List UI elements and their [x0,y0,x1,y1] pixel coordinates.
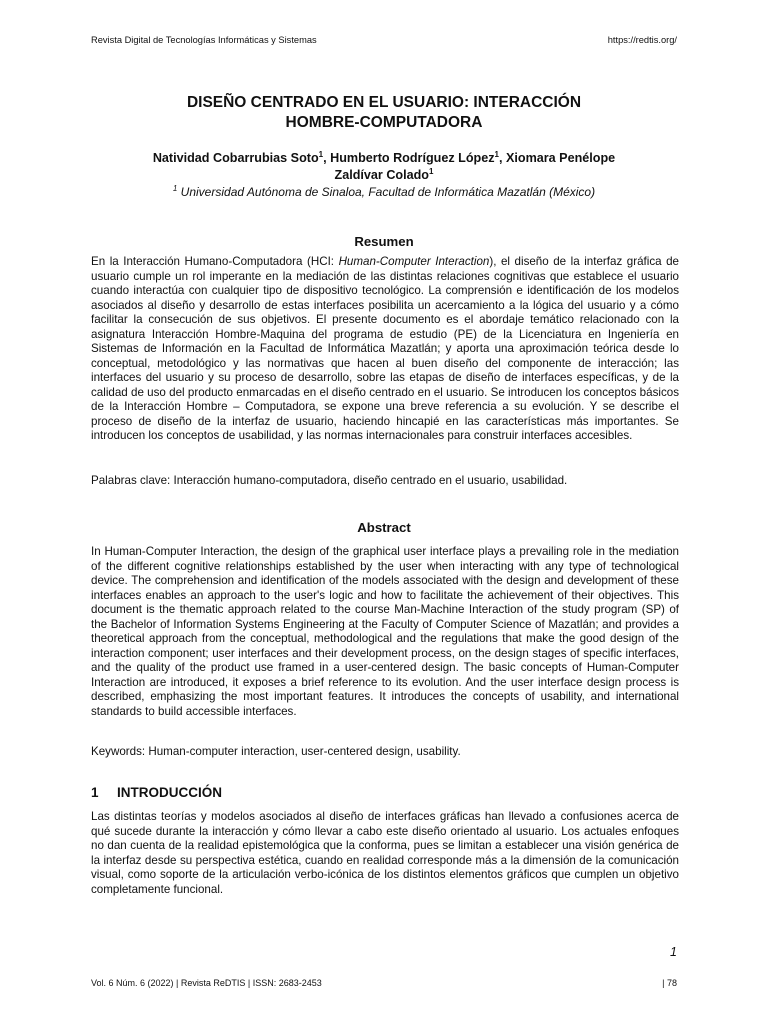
paper-title-line-2: HOMBRE-COMPUTADORA [285,114,483,131]
author-separator: , [323,151,331,165]
paper-title [88,93,680,133]
author-list [88,150,680,184]
affiliation-mark: 1 [172,184,178,193]
palabras-clave: Palabras clave: Interacción humano-computadora, diseño centrado en el usuario, usabilidad. [91,474,568,487]
footer-page: | 78 [662,978,677,988]
paper-title-line-1: DISEÑO CENTRADO EN EL USUARIO: INTERACCIÓN [186,94,582,111]
abstract-keywords: Keywords: Human-computer interaction, user-centered design, usability. [91,745,461,758]
section-heading-introduccion [91,785,222,801]
section-title: INTRODUCCIÓN [117,785,222,800]
author-1: Natividad Cobarrubias Soto [152,151,319,165]
resumen-body [91,255,679,444]
resumen-italic-term: Human-Computer Interaction [338,255,490,268]
running-header-journal: Revista Digital de Tecnologías Informáticas y Sistemas [91,35,317,45]
section-number: 1 [91,785,99,800]
affiliation-text: Universidad Autónoma de Sinaloa, Facultad de Informática Mazatlán (México) [180,185,596,199]
running-header-url: https://redtis.org/ [607,35,677,45]
author-2: Humberto Rodríguez López [330,151,495,165]
author-separator: , [498,151,506,165]
author-2-affiliation-mark: 1 [494,150,499,159]
page-number: 1 [670,945,677,959]
abstract-body: In Human-Computer Interaction, the design of the graphical user interface plays a prevailing role in the mediation of the different cognitive relationships established by the user when interacting with any type of technological device. The comprehension and identification of the models associated with the design and development of these interfaces enables an approach to the user's logic and how to facilitate the achievement of their objectives. This document is the thematic approach related to the course Man-Machine Interaction of the study program (SP) of the Bachelor of Information Systems Engineering at the Faculty of Computer Science of Mazatlán; and provides a theoretical approach from the conceptual, methodological and the regulations that make the good design of the interaction component; user interfaces and their development process, on the design stages of specific interfaces, and the quality of the product use framed in a user-centered design. The basic concepts of Human-Computer Interaction are introduced, it exposes a brief reference to its evolution. And the user interface design process is described, emphasizing the most important features. It introduces the concepts of usability, and international standards to build accessible interfaces. [91,545,679,718]
resumen-heading: Resumen [354,234,414,249]
author-line-1 [88,150,680,167]
resumen-text-rest: ), el diseño de la interfaz gráfica de usuario cumple un rol imperante en la mediación de las distintas relaciones cognitivas que establece el usuario cuando interactúa con cualquier tipo de dispositivo tecnológico. La comprensión e identificación de los modelos asociados al diseño y desarrollo de estas interfaces posibilita un acercamiento a la lógica del usuario y a cómo facilitar la consecución de sus objetivos. El presente documento es el abordaje temático relacionado con la asignatura Interacción Hombre-Maquina del programa de estudio (PE) de la Licenciatura en Ingeniería en Sistemas de Información en la Facultad de Informática Mazatlán; y aporta una aproximación teórica desde lo conceptual, metodológico y las normativas que hacen al buen diseño del componente de interacción; las interfaces del usuario y su proceso de desarrollo, sobre las etapas de diseño de interfaces específicas, y de la calidad de uso del producto enmarcadas en el diseño centrado en el usuario. Se introducen los conceptos básicos de la Interacción Hombre – Computadora, se expone una breve referencia a su evolución. Y se describe el proceso de diseño de la interfaz de usuario, haciendo hincapié en las características más importantes. Se introducen los conceptos de usabilidad, y las normas internacionales para construir interfaces accesibles. [91,255,679,442]
author-3-part-1: Xiomara Penélope [505,151,616,165]
abstract-heading: Abstract [357,520,411,535]
footer-citation: Vol. 6 Núm. 6 (2022) | Revista ReDTIS | ISSN: 2683-2453 [91,978,322,988]
author-3-part-2: Zaldívar Colado [334,168,430,182]
affiliation [88,184,680,200]
author-line-2 [88,167,680,184]
introduccion-body: Las distintas teorías y modelos asociados al diseño de interfaces gráficas han llevado a confusiones acerca de qué sucede durante la interacción y cómo llevar a cabo este diseño orientado al usuario. Los actuales enfoques no dan cuenta de la realidad epistemológica que la conforma, pues se limitan a establecer una visión genérica de la interfaz desde su perspectiva estética, cuando en realidad corresponde más a la dimensión de la comunicación visual, como soporte de la articulación verbo-icónica de los distintos elementos gráficos que cumplen un objetivo completamente funcional. [91,810,679,896]
author-3-affiliation-mark: 1 [429,167,434,176]
resumen-text-start: En la Interacción Humano-Computadora (HCI: [91,255,339,268]
author-1-affiliation-mark: 1 [318,150,324,159]
